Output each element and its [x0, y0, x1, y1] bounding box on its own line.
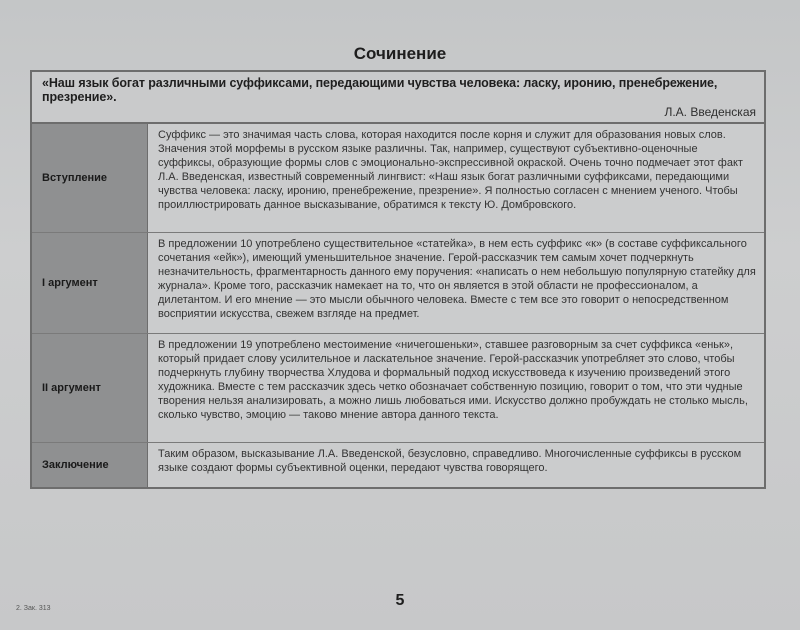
printing-code: 2. Зак. 313: [16, 605, 51, 612]
section-row-argument-1: [32, 233, 764, 334]
section-text: Суффикс — это значимая часть слова, которая находится после корня и служит для образования новых слов. Значения этой морфемы в русском языке различны. Так, например, существуют субъективно-оценочные суффиксы, образующие формы слов с эмоционально-экспрессивной окраской. Очень точно подмечает этот факт Л.А. Введенская, известный современный лингвист: «Наш язык богат различными суффиксами, передающими чувства человека: ласку, иронию, пренебрежение, презрение». Я полностью согласен с мнением ученого. Чтобы проиллюстрировать данное высказывание, обратимся к тексту Ю. Домбровского.: [148, 124, 764, 232]
section-row-argument-2: [32, 334, 764, 443]
section-row-conclusion: [32, 443, 764, 487]
page-number: 5: [395, 592, 405, 609]
section-text: Таким образом, высказывание Л.А. Введенской, безусловно, справедливо. Многочисленные суффиксы в русском языке создают формы субъективной оценки, передают чувства говорящего.: [148, 443, 764, 487]
epigraph: [32, 72, 764, 124]
epigraph-author: Л.А. Введенская: [664, 105, 756, 119]
section-label: II аргумент: [32, 334, 148, 442]
page-title: Сочинение: [353, 44, 447, 63]
section-row-introduction: [32, 124, 764, 233]
essay-table: [30, 70, 766, 489]
epigraph-quote: «Наш язык богат различными суффиксами, передающими чувства человека: ласку, иронию, пренебрежение, презрение».: [42, 76, 718, 104]
section-label: Вступление: [32, 124, 148, 232]
section-label: Заключение: [32, 443, 148, 487]
section-text: В предложении 10 употреблено существительное «статейка», в нем есть суффикс «к» (в составе суффиксального сочетания «ейк»), имеющий уменьшительное значение. Герой-рассказчик тем самым хочет подчеркнуть незначительность, фрагментарность данного ему поручения: «написать о нем небольшую популярную статейку для журнала». Кроме того, рассказчик намекает на то, что он является в этой области не профессионалом, а дилетантом. И его мнение — это мысли обычного человека. Вместе с тем все это говорит о непосредственном восприятии искусства, свежем взгляде на предмет.: [148, 233, 764, 333]
section-label: I аргумент: [32, 233, 148, 333]
section-text: В предложении 19 употреблено местоимение «ничегошеньки», ставшее разговорным за счет суффикса «еньк», который придает слову усилительное и ласкательное значение. Герой-рассказчик употребляет это слово, чтобы подчеркнуть глубину творчества Хлудова и формальный подход искусствоведа к изучению произведений этого художника. Вместе с тем рассказчик здесь четко обозначает собственную позицию, говорит о том, что эти чудные творения нельзя анализировать, а можно лишь любоваться ими. Искусство должно пробуждать не столько мысль, сколько чувство, эмоцию — таково мнение автора данного текста.: [148, 334, 764, 442]
